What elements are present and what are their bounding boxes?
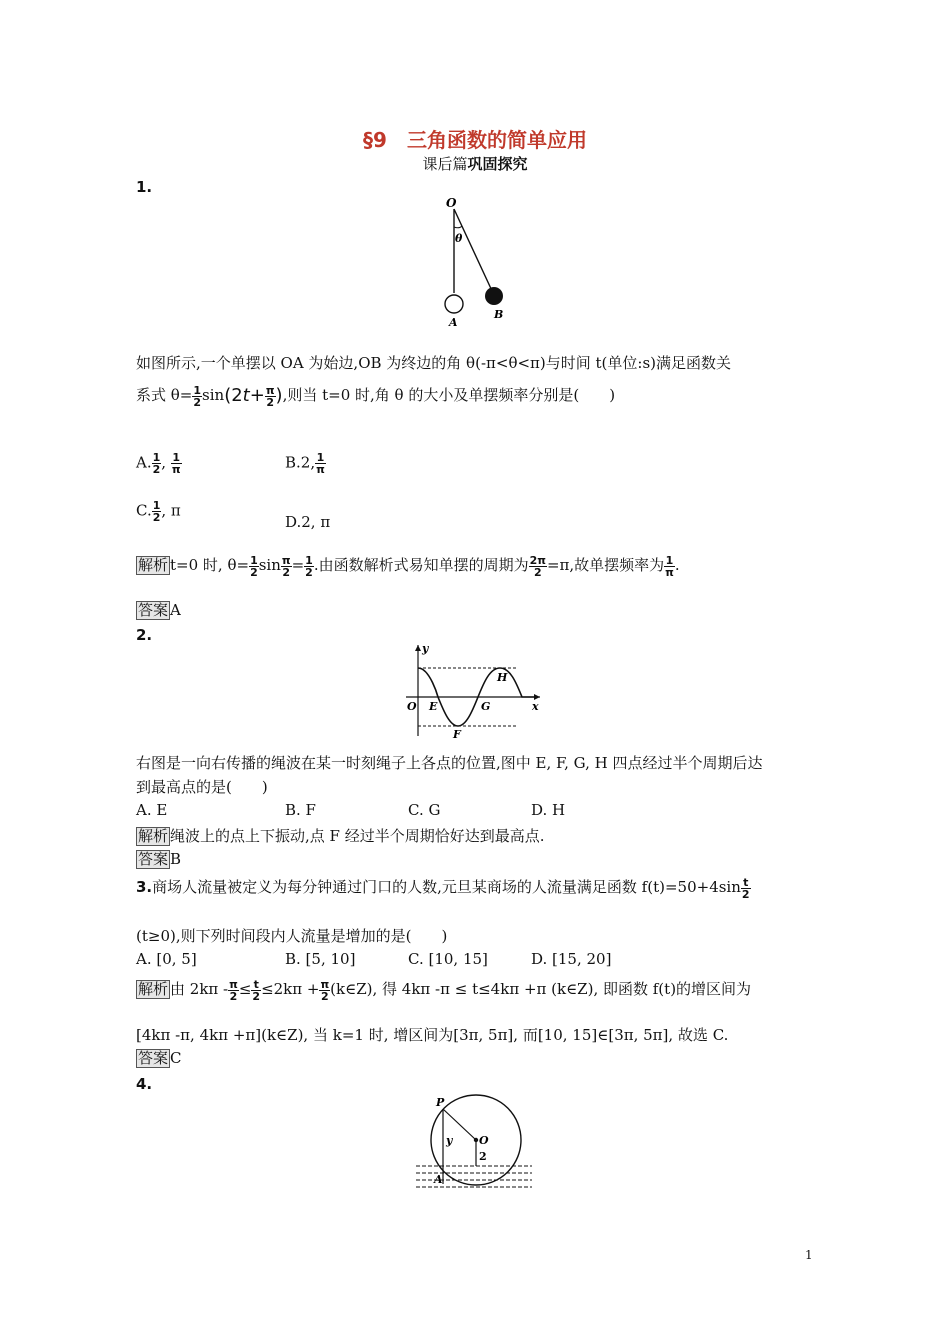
y-axis-arrow [415, 645, 421, 651]
label-g: G [481, 700, 491, 713]
q3-option-d: D. [15, 20] [531, 950, 612, 968]
q2-stem-line2: 到最高点的是( ) [136, 778, 268, 796]
q3-stem-line2: (t≥0),则下列时间段内人流量是增加的是( ) [136, 927, 448, 945]
label-e: E [429, 700, 438, 713]
q3-option-b: B. [5, 10] [285, 950, 356, 968]
q2-option-d: D. H [531, 801, 566, 819]
page-title: §9 三角函数的简单应用 [363, 128, 587, 152]
q3-option-a: A. [0, 5] [136, 950, 197, 968]
fraction: $\frac{1}{2}$ [193, 383, 202, 409]
fraction: $\frac{t}{2}$ [741, 875, 750, 901]
q1-stem-c: ,则当 t=0 时,角 θ 的大小及单摆频率分别是( ) [282, 386, 616, 404]
q2-option-a: A. E [136, 801, 168, 819]
question-3-number: 3. [136, 878, 153, 896]
question-1-number: 1. [136, 178, 153, 196]
q3-solution-line1: 解析 由 2kπ - $\frac{\pi}{2}$ ≤ $\frac{t}{2}$ ≤2kπ + $\frac{\pi}{2}$ (k∈Z), 得 4kπ -π ≤ t≤4kπ +π (k∈Z), 即函数 f(t)的增区间为 [138, 977, 752, 1003]
pendulum-figure [420, 195, 530, 335]
solution-tag: 解析 [138, 827, 169, 845]
solution-tag: 解析 [138, 556, 169, 574]
question-2-number: 2. [136, 626, 153, 644]
q2-answer: 答案 B [138, 850, 182, 868]
answer-tag: 答案 [138, 1049, 169, 1067]
center-point [474, 1138, 478, 1142]
label-o: O [407, 700, 417, 713]
fraction: $\frac{1}{\pi}$ [171, 451, 181, 476]
waterwheel-figure [412, 1092, 537, 1194]
label-o: O [479, 1134, 489, 1147]
q1-option-d: D.2, π [285, 513, 331, 531]
q3-answer: 答案 C [138, 1049, 182, 1067]
q3-stem-line1: 3.商场人流量被定义为每分钟通过门口的人数,元旦某商场的人流量满足函数 f(t)=50+4sin $\frac{t}{2}$ [136, 875, 750, 901]
angle-arc [454, 226, 462, 228]
solution-tag: 解析 [138, 980, 169, 998]
fraction: $\frac{t}{2}$ [252, 977, 261, 1003]
subtitle-bold: 巩固探究 [467, 155, 528, 173]
subtitle-prefix: 课后篇 [422, 155, 468, 173]
page-number: 1 [805, 1248, 813, 1262]
q1-option-a: A. $\frac{1}{2}$ , $\frac{1}{\pi}$ [136, 451, 181, 476]
q2-solution: 解析 绳波上的点上下振动,点 F 经过半个周期恰好达到最高点. [138, 827, 545, 845]
page-subtitle [0, 153, 950, 174]
q3-solution-line2: [4kπ -π, 4kπ +π](k∈Z), 当 k=1 时, 增区间为[3π, 5π], 而[10, 15]∈[3π, 5π], 故选 C. [136, 1026, 729, 1044]
ball-b [485, 287, 503, 305]
q1-option-b: B.2, $\frac{1}{\pi}$ [285, 451, 325, 476]
q1-stem-line2 [136, 380, 615, 411]
label-y: y [446, 1134, 453, 1147]
line-ob [454, 209, 493, 293]
fraction: $\frac{\pi}{2}$ [265, 383, 275, 409]
q1-solution: 解析 t=0 时, θ= $\frac{1}{2}$ sin $\frac{\pi}{2}$ = $\frac{1}{2}$ .由函数解析式易知单摆的周期为 $\frac{2\pi}{2}$ =π,故单摆频率为 $\frac{1}{\pi}$ . [138, 553, 680, 579]
label-a: A [434, 1173, 443, 1186]
fraction: $\frac{1}{2}$ [250, 553, 258, 579]
q1-stem-line1: 如图所示,一个单摆以 OA 为始边,OB 为终边的角 θ(-π<θ<π)与时间 t(单位:s)满足函数关 [136, 354, 732, 372]
fraction: $\frac{1}{2}$ [305, 553, 313, 579]
q2-option-c: C. G [408, 801, 441, 819]
q1-stem-b: sin [202, 386, 225, 404]
q1-argument: (2t+ $\frac{\pi}{2}$ ) [224, 383, 283, 409]
fraction: $\frac{\pi}{2}$ [281, 553, 291, 579]
label-a: A [449, 316, 458, 329]
label-x: x [532, 700, 539, 713]
q3-option-c: C. [10, 15] [408, 950, 488, 968]
fraction: $\frac{2\pi}{2}$ [529, 553, 546, 579]
label-b: B [494, 308, 504, 321]
fraction: $\frac{1}{\pi}$ [665, 553, 674, 579]
label-2: 2 [479, 1150, 487, 1163]
q1-stem-a: 系式 θ= [136, 386, 193, 404]
fraction: $\frac{1}{2}$ [152, 451, 161, 476]
q1-option-c: C. $\frac{1}{2}$ , π [136, 499, 181, 524]
answer-tag: 答案 [138, 850, 169, 868]
fraction: $\frac{1}{\pi}$ [316, 451, 325, 476]
fraction: $\frac{\pi}{2}$ [320, 977, 330, 1003]
q2-option-b: B. F [285, 801, 316, 819]
label-f: F [453, 728, 461, 740]
fraction: $\frac{\pi}{2}$ [229, 977, 238, 1003]
label-theta: θ [455, 232, 463, 245]
question-4-number: 4. [136, 1075, 153, 1093]
fraction: $\frac{1}{2}$ [152, 499, 161, 524]
wave-figure [400, 640, 550, 740]
q1-answer: 答案 A [138, 601, 181, 619]
q2-stem-line1: 右图是一向右传播的绳波在某一时刻绳子上各点的位置,图中 E, F, G, H 四点经过半个周期后达 [136, 754, 763, 772]
ball-a [445, 295, 463, 313]
label-h: H [497, 671, 508, 684]
label-o: O [446, 196, 457, 210]
answer-tag: 答案 [138, 601, 169, 619]
label-p: P [436, 1096, 445, 1109]
label-y: y [422, 642, 429, 655]
